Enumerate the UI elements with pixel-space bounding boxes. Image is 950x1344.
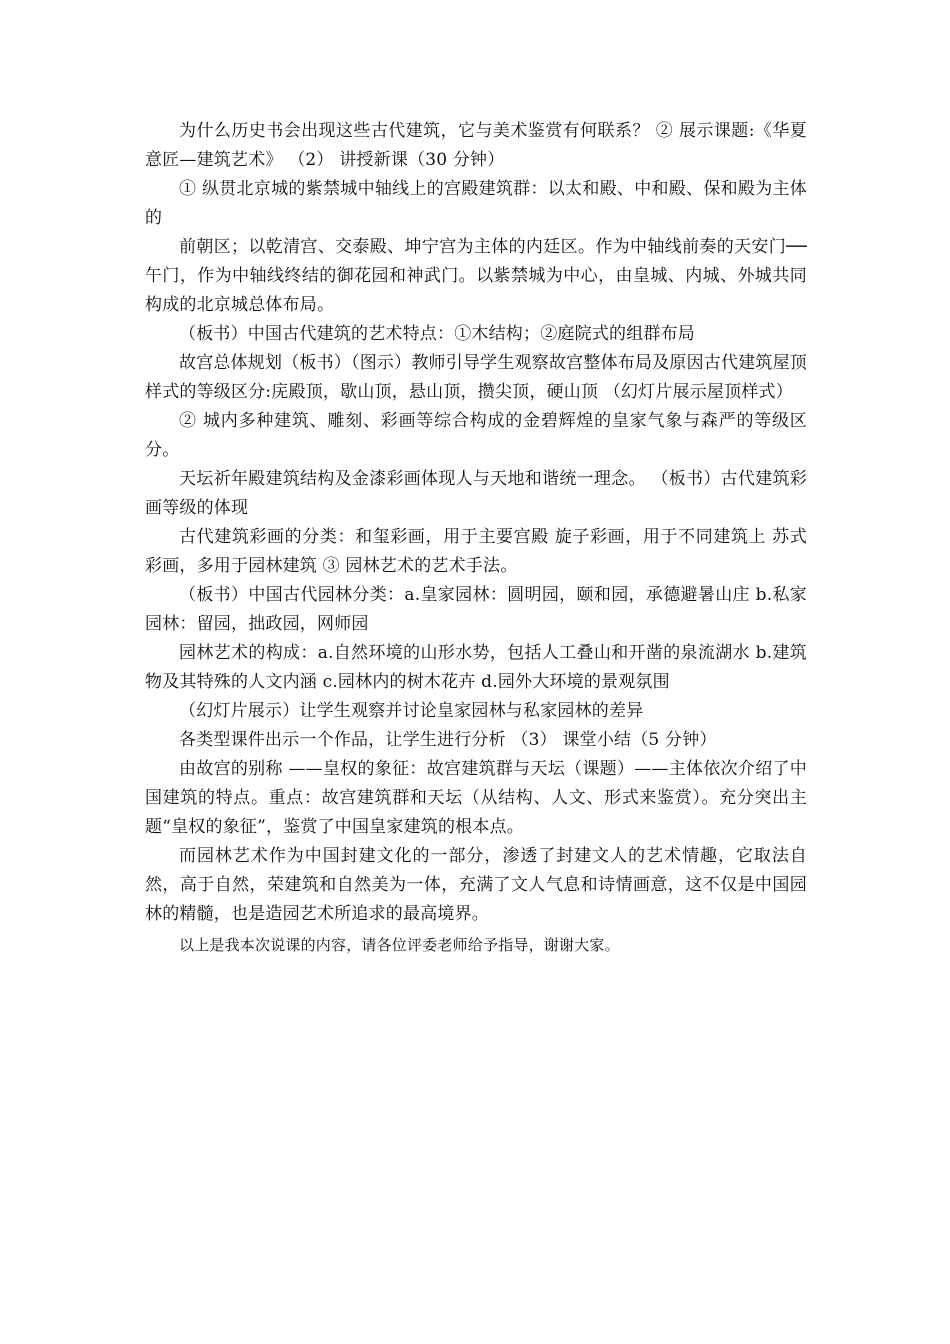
document-body bbox=[145, 117, 807, 959]
paragraph-painting-types: 古代建筑彩画的分类：和玺彩画，用于主要宫殿 旋子彩画，用于不同建筑上 苏式彩画，多用于园林建筑 ③ 园林艺术的艺术手法。 bbox=[145, 527, 807, 576]
paragraph-closing: 以上是我本次说课的内容，请各位评委老师给予指导，谢谢大家。 bbox=[179, 936, 620, 954]
paragraph-intro-question: 为什么历史书会出现这些古代建筑，它与美术鉴赏有何联系？ ② 展示课题:《华夏意匠—建筑艺术》 （2） 讲授新课（30 分钟） bbox=[145, 121, 807, 170]
paragraph-inner-court: 前朝区；以乾清宫、交泰殿、坤宁宫为主体的内廷区。作为中轴线前奏的天安门──午门，作为中轴线终结的御花园和神武门。以紫禁城为中心，由皇城、内城、外城共同构成的北京城总体布局。 bbox=[145, 237, 807, 315]
paragraph-architecture-features: （板书）中国古代建筑的艺术特点：①木结构；②庭院式的组群布局 bbox=[179, 324, 695, 344]
paragraph-courseware-analysis: 各类型课件出示一个作品，让学生进行分析 （3） 课堂小结（5 分钟） bbox=[179, 730, 717, 750]
paragraph-garden-composition: 园林艺术的构成：a.自然环境的山形水势，包括人工叠山和开凿的泉流湖水 b.建筑物及其特殊的人文内涵 c.园林内的树木花卉 d.园外大环境的景观氛围 bbox=[145, 643, 807, 692]
paragraph-garden-art: 而园林艺术作为中国封建文化的一部分，渗透了封建文人的艺术情趣，它取法自然，高于自然，荣建筑和自然美为一体，充满了文人气息和诗情画意，这不仅是中国园林的精髓，也是造园艺术所追求的最高境界。 bbox=[145, 846, 807, 924]
paragraph-central-axis: ① 纵贯北京城的紫禁城中轴线上的宫殿建筑群：以太和殿、中和殿、保和殿为主体的 bbox=[145, 179, 807, 228]
paragraph-summary: 由故宫的别称 ——皇权的象征：故宫建筑群与天坛（课题）——主体依次介绍了中国建筑的特点。重点：故宫建筑群和天坛（从结构、人文、形式来鉴赏）。充分突出主题“皇权的象征”，鉴赏了中国皇家建筑的根本点。 bbox=[145, 759, 807, 837]
paragraph-royal-grandeur: ② 城内多种建筑、雕刻、彩画等综合构成的金碧辉煌的皇家气象与森严的等级区分。 bbox=[145, 411, 807, 460]
paragraph-palace-planning: 故宫总体规划（板书）（图示）教师引导学生观察故宫整体布局及原因古代建筑屋顶样式的等级区分:庑殿顶，歇山顶，悬山顶，攒尖顶，硬山顶 （幻灯片展示屋顶样式） bbox=[145, 353, 807, 402]
paragraph-slide-discussion: （幻灯片展示）让学生观察并讨论皇家园林与私家园林的差异 bbox=[179, 701, 644, 721]
paragraph-garden-types: （板书）中国古代园林分类：a.皇家园林：圆明园，颐和园，承德避暑山庄 b.私家园林：留园，拙政园，网师园 bbox=[145, 585, 807, 634]
paragraph-temple-of-heaven: 天坛祈年殿建筑结构及金漆彩画体现人与天地和谐统一理念。 （板书）古代建筑彩画等级的体现 bbox=[145, 469, 807, 518]
